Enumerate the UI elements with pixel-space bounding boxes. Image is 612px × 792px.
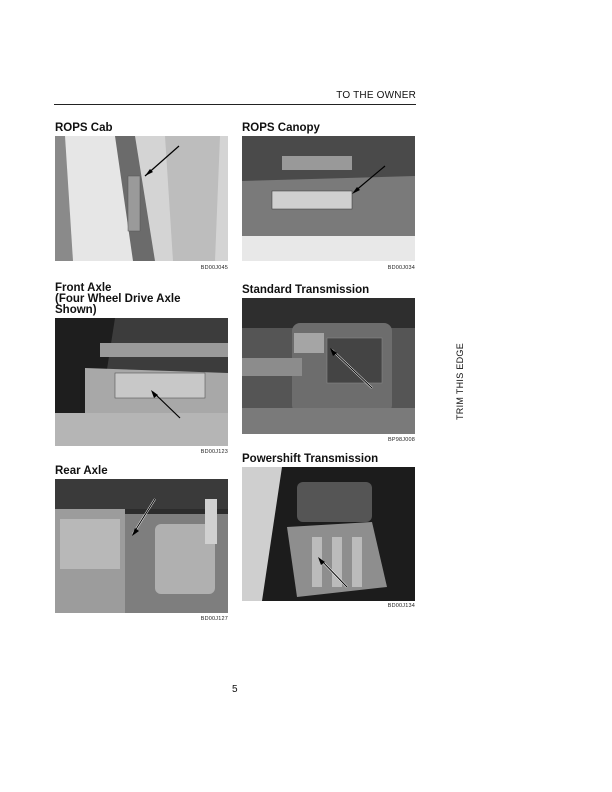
photo-standard-transmission [242,298,415,434]
header-rule [54,104,416,105]
photo-powershift-transmission [242,467,415,601]
caption-rear-axle: BD00J127 [200,616,228,622]
front-axle-title-line-3: Shown) [55,304,97,316]
photo-rear-axle [55,479,228,613]
photo-front-axle [55,318,228,446]
caption-front-axle: BD00J123 [200,449,228,455]
section-title-rear-axle: Rear Axle [55,465,108,477]
section-title-rops-cab: ROPS Cab [55,122,113,134]
caption-rops-canopy: BD00J034 [387,265,415,271]
photo-rops-cab [55,136,228,261]
page-number: 5 [232,684,238,695]
caption-rops-cab: BD00J045 [200,265,228,271]
section-title-powershift-transmission: Powershift Transmission [242,453,379,465]
photo-rops-canopy [242,136,415,261]
front-axle-title-line-1: Front Axle [55,282,112,294]
trim-edge-text: TRIM THIS EDGE [455,342,465,420]
caption-standard-transmission: BP98J008 [388,437,415,443]
caption-powershift-transmission: BD00J134 [387,603,415,609]
section-title-standard-transmission: Standard Transmission [242,284,370,296]
header-title: TO THE OWNER [336,90,416,101]
section-title-rops-canopy: ROPS Canopy [242,122,320,134]
front-axle-title-line-2: (Four Wheel Drive Axle [55,293,181,305]
section-title-front-axle [55,283,180,316]
